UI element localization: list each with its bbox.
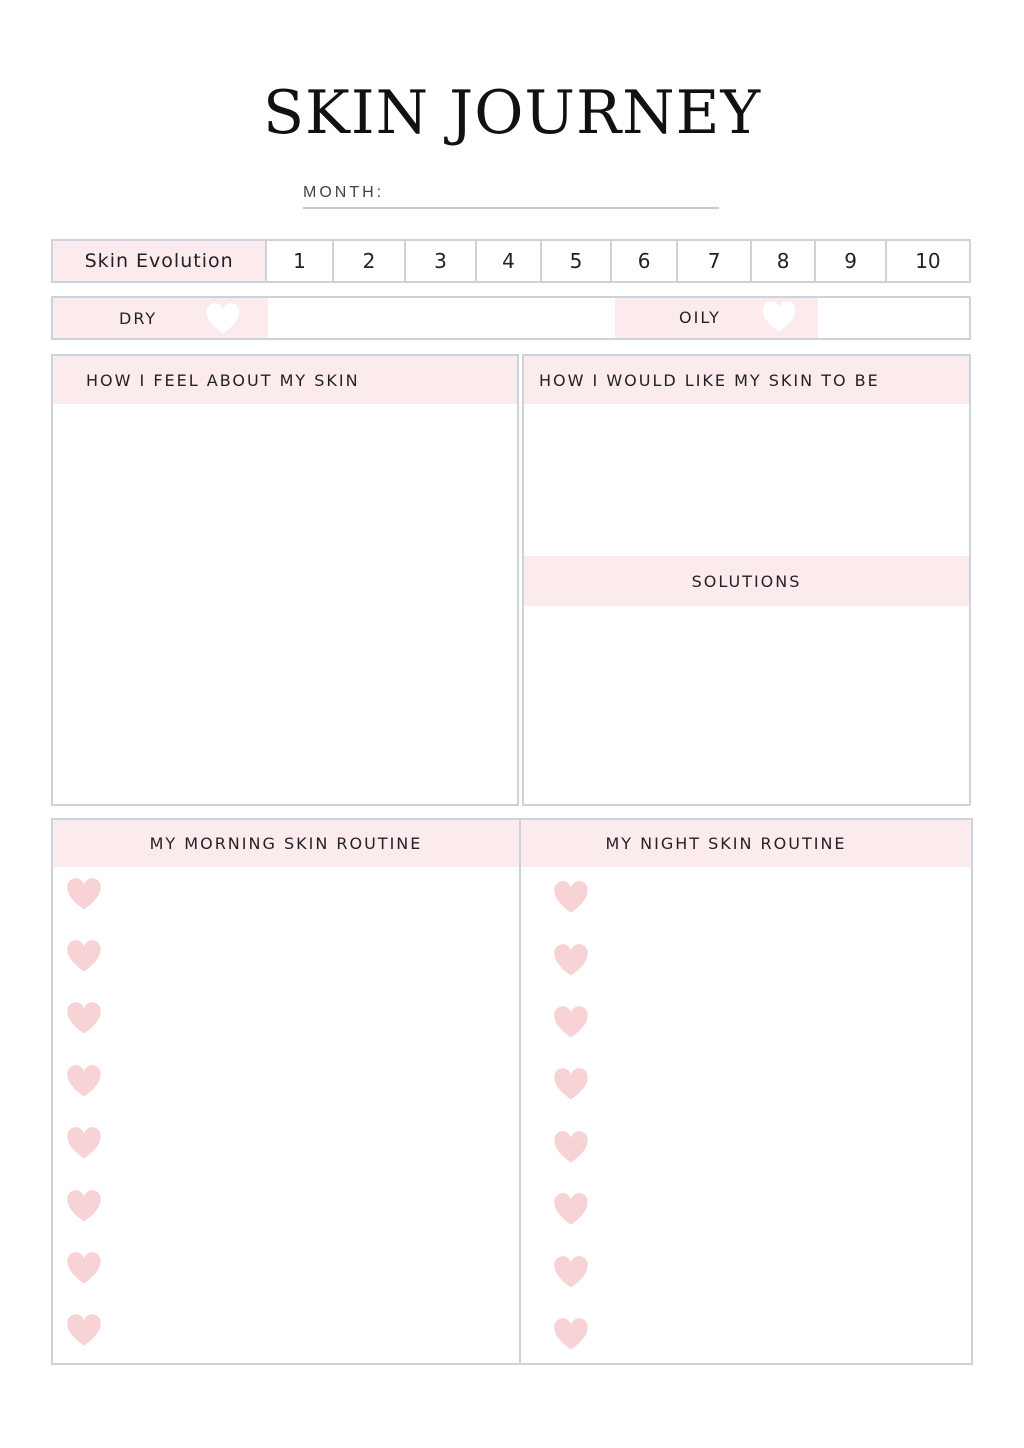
night-step-6-heart-icon [553,1193,589,1226]
page-title: SKIN JOURNEY [262,78,762,148]
evolution-cell-9[interactable]: 9 [814,241,884,281]
skin-evolution-label: Skin Evolution [53,241,265,281]
night-step-1-heart-icon [553,881,589,914]
oily-option[interactable] [615,298,818,338]
morning-step-2-heart-icon [66,940,102,973]
morning-step-3-heart-icon [66,1002,102,1035]
evolution-cell-6[interactable]: 6 [610,241,677,281]
evolution-cell-4[interactable]: 4 [475,241,541,281]
evolution-cell-1[interactable]: 1 [265,241,332,281]
month-field[interactable] [303,207,719,209]
evolution-cell-8[interactable]: 8 [750,241,815,281]
night-header: MY NIGHT SKIN ROUTINE [605,834,847,853]
morning-step-8-heart-icon [66,1314,102,1347]
evolution-cell-5[interactable]: 5 [540,241,610,281]
morning-header: MY MORNING SKIN ROUTINE [149,834,423,853]
morning-step-1-heart-icon [66,878,102,911]
oily-label: OILY [679,308,721,327]
skin-type-row [51,296,971,340]
morning-step-5-heart-icon [66,1127,102,1160]
night-step-5-heart-icon [553,1131,589,1164]
like-section [522,354,971,806]
skin-evolution-scale [51,239,971,283]
solutions-header: SOLUTIONS [524,556,969,606]
solutions-notes-area[interactable] [524,606,969,804]
dry-label: DRY [119,309,158,328]
month-label: MONTH: [303,184,385,201]
routines-section [51,818,973,1365]
morning-step-6-heart-icon [66,1190,102,1223]
dry-heart-icon[interactable] [205,303,241,335]
night-step-7-heart-icon [553,1256,589,1289]
routines-divider [519,820,521,1363]
oily-heart-icon[interactable] [761,301,797,333]
evolution-cell-7[interactable]: 7 [676,241,749,281]
morning-step-7-heart-icon [66,1252,102,1285]
evolution-cell-2[interactable]: 2 [332,241,404,281]
night-step-4-heart-icon [553,1068,589,1101]
evolution-cell-3[interactable]: 3 [404,241,474,281]
like-header: HOW I WOULD LIKE MY SKIN TO BE [524,356,969,404]
evolution-cell-10[interactable]: 10 [885,241,969,281]
feel-section [51,354,519,806]
morning-step-4-heart-icon [66,1065,102,1098]
night-step-3-heart-icon [553,1006,589,1039]
night-step-2-heart-icon [553,944,589,977]
like-notes-area[interactable] [524,404,969,556]
feel-notes-area[interactable] [53,404,517,804]
dry-option[interactable] [53,298,268,338]
feel-header: HOW I FEEL ABOUT MY SKIN [53,356,517,404]
night-step-8-heart-icon [553,1318,589,1351]
